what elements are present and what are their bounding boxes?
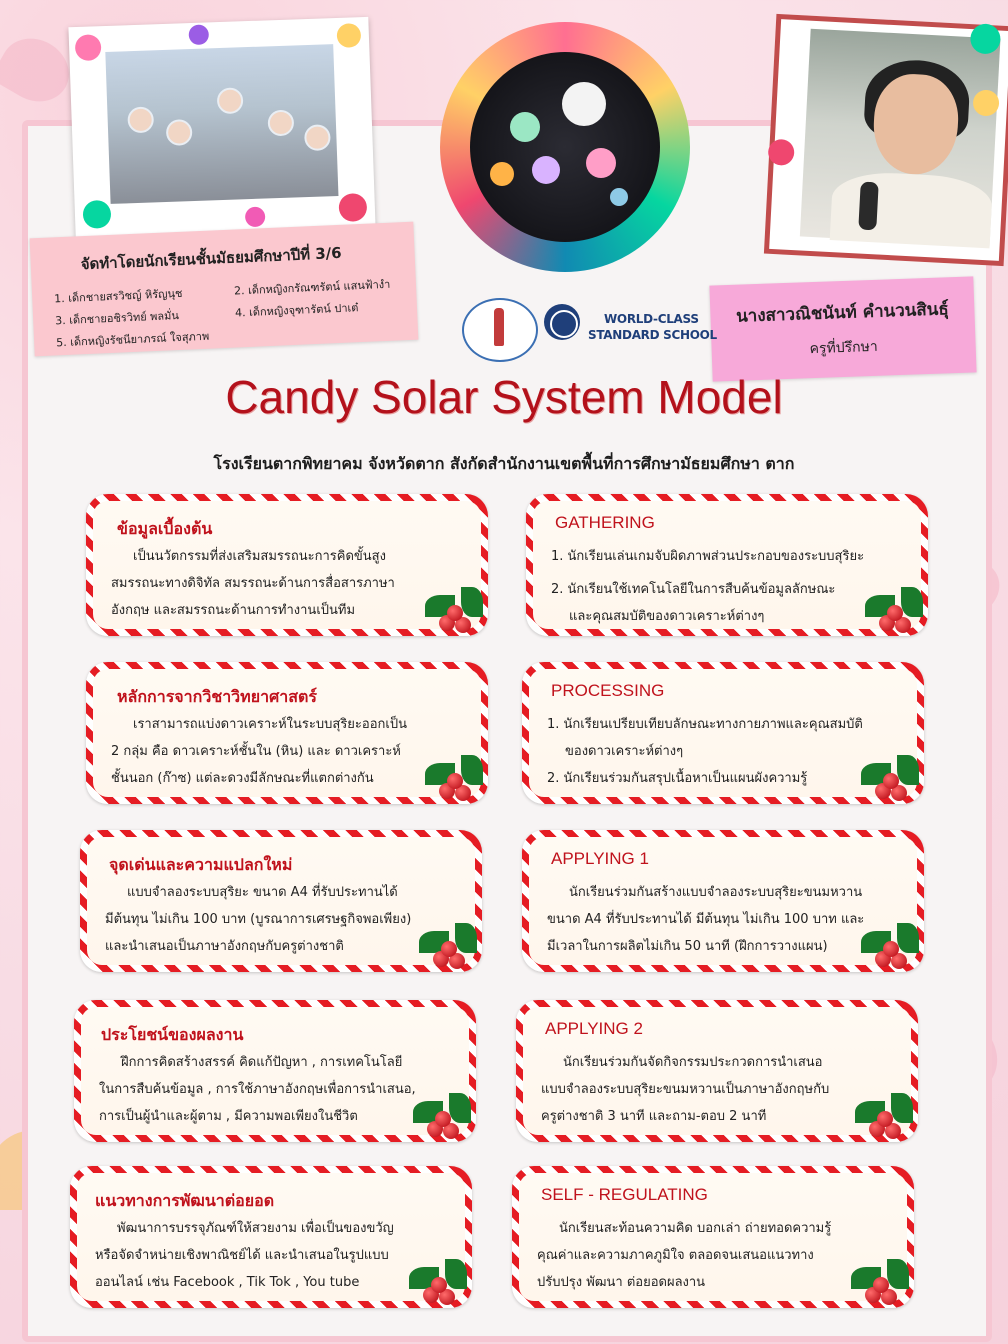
holly-icon xyxy=(851,1093,923,1147)
holly-icon xyxy=(857,923,929,977)
card-line: อังกฤษ และสมรรถนะด้านการทำงานเป็นทีม xyxy=(111,603,356,618)
advisor-name: นางสาวณิชนันท์ คำนวนสินธุ์ xyxy=(735,299,950,327)
candy-decor xyxy=(82,200,111,229)
candy-model-photo xyxy=(440,22,690,272)
poster-title: Candy Solar System Model xyxy=(225,371,783,423)
card-body xyxy=(547,879,899,960)
face-shape xyxy=(871,72,960,176)
card-line: พัฒนาการบรรจุภัณฑ์ให้สวยงาม เพื่อเป็นของขวัญ xyxy=(117,1221,394,1236)
card-line: เป็นนวัตกรรมที่ส่งเสริมสมรรถนะการคิดขั้นสูง xyxy=(133,549,386,564)
card-body xyxy=(547,711,899,792)
card-line: แบบจำลองระบบสุริยะขนมหวานเป็นภาษาอังกฤษกับ xyxy=(541,1082,830,1097)
card-line: มีเวลาในการผลิตไม่เกิน 50 นาที (ฝึกการวางแผน) xyxy=(547,939,828,954)
students-photo xyxy=(68,17,375,237)
card-line: นักเรียนสะท้อนความคิด บอกเล่า ถ่ายทอดความรู้ xyxy=(559,1221,832,1236)
card-line: 2. นักเรียนใช้เทคโนโลยีในการสืบค้นข้อมูลลักษณะ xyxy=(551,582,836,597)
student-figure xyxy=(267,109,294,136)
classroom-scene xyxy=(105,44,338,204)
card-heading: ข้อมูลเบื้องต้น xyxy=(117,519,213,538)
card-heading: APPLYING 1 xyxy=(551,849,649,868)
card-line: ของดาวเคราะห์ต่างๆ xyxy=(565,744,684,759)
holly-icon xyxy=(421,587,493,641)
card-line: และนำเสนอเป็นภาษาอังกฤษกับครูต่างชาติ xyxy=(105,939,344,954)
student-name: 4. เด็กหญิงจุฑารัตน์ ปาเต๋ xyxy=(234,301,359,320)
card-benefits xyxy=(74,1000,476,1142)
student-name: 5. เด็กหญิงรัชนียาภรณ์ ใจสุภาพ xyxy=(55,329,210,350)
card-line: และคุณสมบัติของดาวเคราะห์ต่างๆ xyxy=(569,609,765,624)
poster-subtitle: โรงเรียนตากพิทยาคม จังหวัดตาก สังกัดสำนักงานเขตพื้นที่การศึกษามัธยมศึกษา ตาก xyxy=(213,454,795,473)
card-body xyxy=(105,879,457,960)
planet-candy xyxy=(490,162,514,186)
card-heading: APPLYING 2 xyxy=(545,1019,643,1038)
candy-decor xyxy=(245,207,266,228)
card-line: ขนาด A4 ที่รับประทานได้ มีต้นทุน ไม่เกิน 100 บาท และ xyxy=(547,912,865,927)
card-line: นักเรียนร่วมกันสร้างแบบจำลองระบบสุริยะขนมหวาน xyxy=(569,885,863,900)
card-applying-2 xyxy=(516,1000,918,1142)
card-body xyxy=(95,1215,447,1296)
card-heading: GATHERING xyxy=(555,513,655,532)
student-figure xyxy=(166,119,193,146)
student-figure xyxy=(304,124,331,151)
candy-decor xyxy=(75,34,102,61)
world-class-logo-text: STANDARD SCHOOL xyxy=(588,328,717,342)
student-name: 3. เด็กชายอชิรวิทย์ พลมั่น xyxy=(54,308,180,328)
card-future-development xyxy=(70,1166,472,1308)
teacher-photo xyxy=(764,14,1008,266)
card-line: 1. นักเรียนเปรียบเทียบลักษณะทางกายภาพและคุณสมบัติ xyxy=(547,717,863,732)
candy-decor xyxy=(338,193,367,222)
card-heading: SELF - REGULATING xyxy=(541,1185,708,1204)
world-class-logo-text: WORLD-CLASS xyxy=(604,312,699,326)
planet-candy xyxy=(510,112,540,142)
candy-decor xyxy=(188,24,209,45)
student-figure xyxy=(127,106,154,133)
card-body xyxy=(537,1215,889,1296)
candy-decor xyxy=(768,139,795,166)
card-science-principles xyxy=(86,662,488,804)
student-name: 1. เด็กชายสรวิชญ์ หิรัญนุช xyxy=(53,286,183,306)
planet-candy xyxy=(532,156,560,184)
card-body xyxy=(99,1049,451,1130)
card-gathering xyxy=(526,494,928,636)
card-body xyxy=(111,711,463,792)
card-highlights xyxy=(80,830,482,972)
holly-icon xyxy=(409,1093,481,1147)
card-heading: ประโยชน์ของผลงาน xyxy=(101,1025,244,1044)
card-line: มีต้นทุน ไม่เกิน 100 บาท (บูรณาการเศรษฐกิจพอเพียง) xyxy=(105,912,412,927)
shirt-shape xyxy=(830,170,993,248)
torch-icon xyxy=(494,308,504,346)
card-body xyxy=(111,543,463,624)
school-logo xyxy=(462,298,538,362)
card-line: 1. นักเรียนเล่นเกมจับผิดภาพส่วนประกอบของระบบสุริยะ xyxy=(551,549,865,564)
teacher-portrait xyxy=(800,29,1001,247)
card-self-regulating xyxy=(512,1166,914,1308)
card-line: ออนไลน์ เช่น Facebook , Tik Tok , You tube xyxy=(95,1275,360,1290)
card-line: ชั้นนอก (ก๊าซ) แต่ละดวงมีลักษณะที่แตกต่างกัน xyxy=(111,771,374,786)
card-line: หรือจัดจำหน่ายเชิงพาณิชย์ได้ และนำเสนอในรูปแบบ xyxy=(95,1248,389,1263)
candy-decor xyxy=(336,23,361,48)
world-class-globe-icon xyxy=(544,304,580,340)
card-line: 2 กลุ่ม คือ ดาวเคราะห์ชั้นใน (หิน) และ ดาวเคราะห์ xyxy=(111,744,401,759)
card-line: ครูต่างชาติ 3 นาที และถาม-ตอบ 2 นาที xyxy=(541,1109,767,1124)
holly-icon xyxy=(847,1259,919,1313)
card-line: 2. นักเรียนร่วมกันสรุปเนื้อหาเป็นแผนผังความรู้ xyxy=(547,771,808,786)
card-heading: แนวทางการพัฒนาต่อยอด xyxy=(95,1191,275,1210)
card-processing xyxy=(522,662,924,804)
student-figure xyxy=(217,87,244,114)
planet-candy xyxy=(586,148,616,178)
card-line: การเป็นผู้นำและผู้ตาม , มีความพอเพียงในชีวิต xyxy=(99,1109,358,1124)
holly-icon xyxy=(405,1259,477,1313)
card-line: นักเรียนร่วมกันจัดกิจกรรมประกวดการนำเสนอ xyxy=(563,1055,823,1070)
advisor-box xyxy=(709,276,976,381)
card-line: เราสามารถแบ่งดาวเคราะห์ในระบบสุริยะออกเป็น xyxy=(133,717,407,732)
holly-icon xyxy=(415,923,487,977)
planet-candy xyxy=(562,82,606,126)
card-body xyxy=(541,1049,893,1130)
card-line: ในการสืบค้นข้อมูล , การใช้ภาษาอังกฤษเพื่อการนำเสนอ, xyxy=(99,1082,416,1097)
microphone-icon xyxy=(858,182,878,231)
card-heading: PROCESSING xyxy=(551,681,665,700)
students-credit-box xyxy=(30,222,419,357)
card-heading: หลักการจากวิชาวิทยาศาสตร์ xyxy=(117,687,317,706)
card-basic-info xyxy=(86,494,488,636)
card-line: สมรรถนะทางดิจิทัล สมรรถนะด้านการสื่อสารภาษา xyxy=(111,576,395,591)
advisor-role: ครูที่ปรึกษา xyxy=(809,338,878,358)
holly-icon xyxy=(857,755,929,809)
planet-candy xyxy=(610,188,628,206)
card-body xyxy=(551,543,903,630)
student-name: 2. เด็กหญิงกรัณฑรัตน์ แสนฟ้างำ xyxy=(233,277,391,298)
card-line: ปรับปรุง พัฒนา ต่อยอดผลงาน xyxy=(537,1275,706,1290)
holly-icon xyxy=(421,755,493,809)
model-board xyxy=(470,52,660,242)
students-heading: จัดทำโดยนักเรียนชั้นมัธยมศึกษาปีที่ 3/6 xyxy=(80,243,342,274)
card-applying-1 xyxy=(522,830,924,972)
card-line: แบบจำลองระบบสุริยะ ขนาด A4 ที่รับประทานได้ xyxy=(127,885,398,900)
card-heading: จุดเด่นและความแปลกใหม่ xyxy=(109,855,293,874)
holly-icon xyxy=(861,587,933,641)
card-line: ฝึกการคิดสร้างสรรค์ คิดแก้ปัญหา , การเทคโนโลยี xyxy=(121,1055,403,1070)
card-line: คุณค่าและความภาคภูมิใจ ตลอดจนเสนอแนวทาง xyxy=(537,1248,814,1263)
